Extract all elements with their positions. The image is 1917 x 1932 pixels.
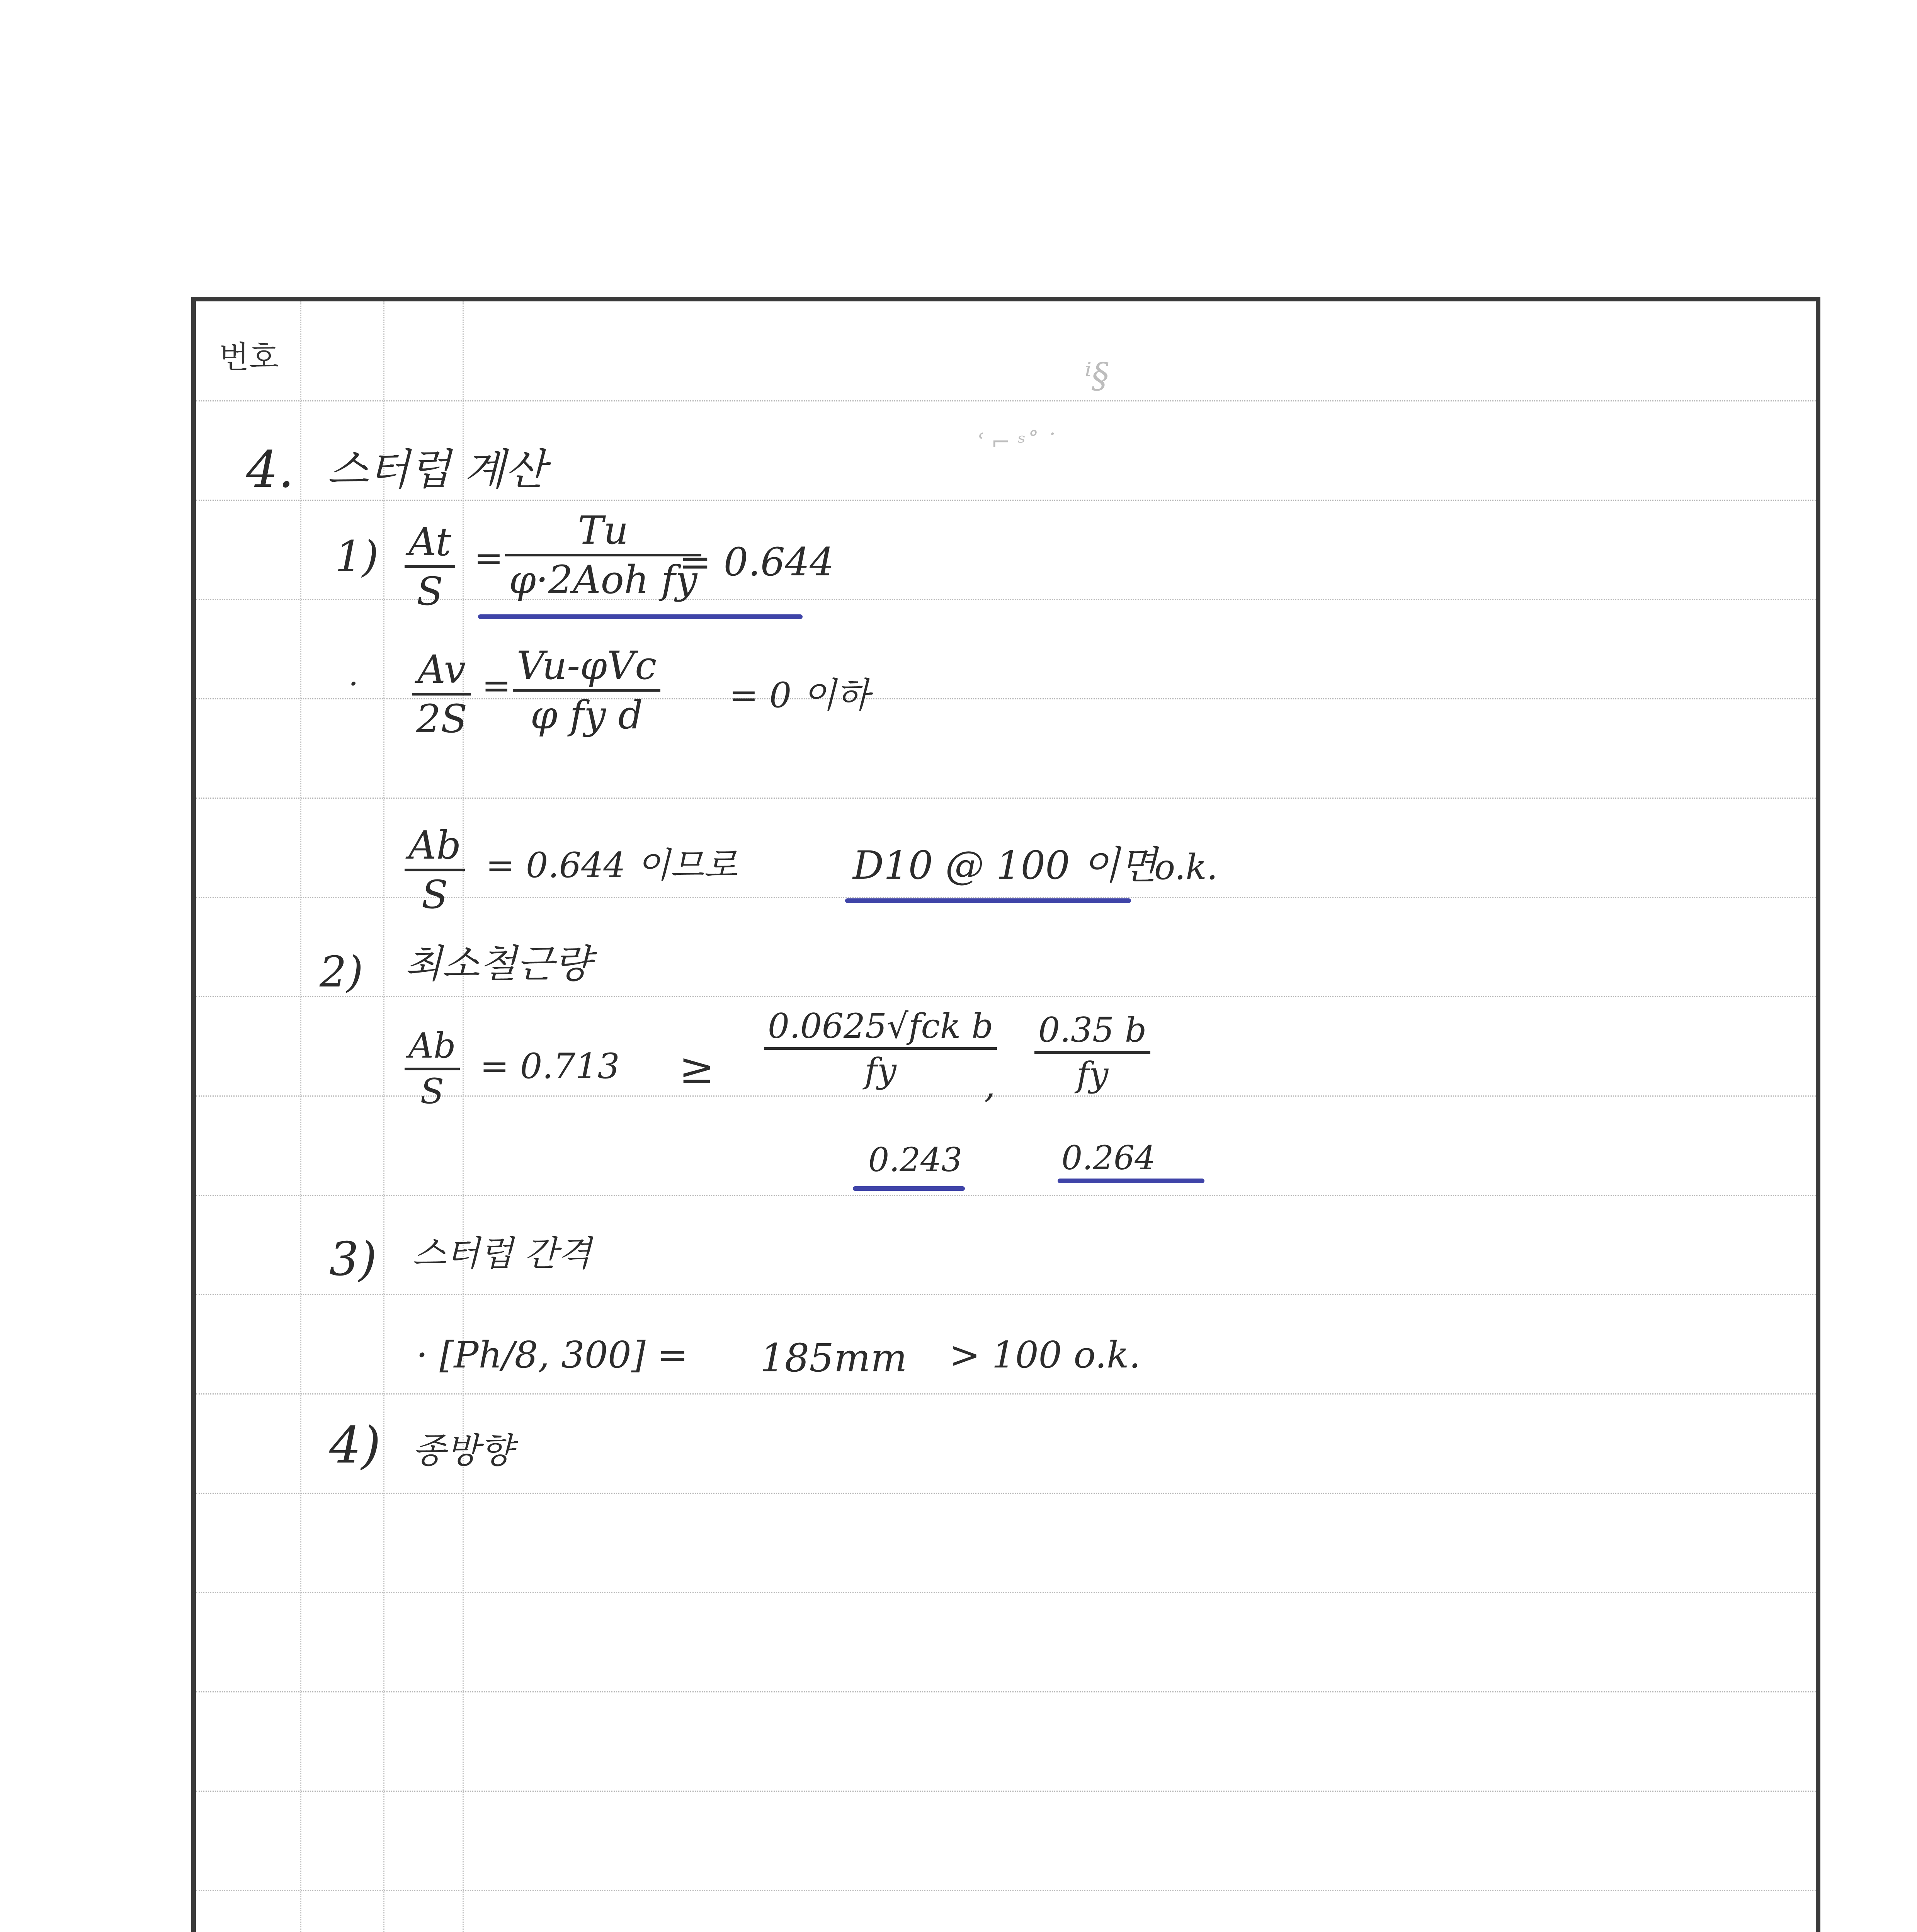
ruled-line <box>196 1691 1816 1692</box>
step2-fraction-1 <box>764 1006 997 1091</box>
ruled-line <box>196 1195 1816 1196</box>
step2-lhs-value: = 0.713 <box>480 1046 620 1087</box>
underline-highlight <box>853 1186 965 1191</box>
equals-sign: = <box>474 538 503 578</box>
faint-mark: ʿ ⌐ ˢ˚ ˙ <box>976 429 1056 456</box>
fraction-bar <box>412 693 471 696</box>
step1-eq1-result: = 0.644 <box>679 539 834 585</box>
step2-value-1: 0.243 <box>868 1141 963 1179</box>
margin-line <box>383 301 384 1932</box>
fraction-denominator: S <box>420 1071 444 1112</box>
fraction-denominator: 2S <box>416 696 468 742</box>
step2-marker: 2) <box>320 947 363 997</box>
step1-eq1-lhs <box>405 519 455 614</box>
equals-sign: = <box>482 665 511 706</box>
ruled-line <box>196 1791 1816 1792</box>
step1-eq2-lhs <box>412 647 471 742</box>
bullet-dot: · <box>349 666 359 702</box>
fraction-numerator: Ab <box>408 823 461 868</box>
number-label: 번호 <box>219 339 279 375</box>
underline-highlight <box>1058 1179 1204 1183</box>
fraction-numerator: At <box>408 519 451 565</box>
ruled-line <box>196 798 1816 799</box>
ruled-line <box>196 500 1816 501</box>
step4-title: 종방향 <box>412 1430 513 1471</box>
question-number: 4. <box>246 440 294 499</box>
margin-line <box>300 301 301 1932</box>
fraction-bar <box>405 1068 460 1070</box>
step3-compare: > 100 o.k. <box>949 1334 1141 1376</box>
step3-marker: 3) <box>329 1233 377 1286</box>
underline-highlight <box>478 614 803 619</box>
fraction-bar <box>405 869 465 871</box>
fraction-bar <box>505 554 701 556</box>
fraction-denominator: S <box>421 872 448 917</box>
fraction-bar <box>513 689 660 692</box>
geq-sign: ≥ <box>679 1044 715 1093</box>
step3-title: 스터럽 간격 <box>412 1233 592 1274</box>
fraction-bar <box>764 1047 997 1050</box>
fraction-numerator: 0.35 b <box>1038 1010 1147 1050</box>
step2-lhs <box>405 1028 460 1110</box>
fraction-bar <box>1034 1051 1150 1054</box>
ruled-line <box>196 1294 1816 1295</box>
step2-fraction-2 <box>1034 1012 1150 1093</box>
step1-marker: 1) <box>335 532 379 581</box>
fraction-denominator: S <box>417 569 443 614</box>
fraction-numerator: Av <box>417 647 466 692</box>
answer-sheet <box>191 297 1820 1932</box>
question-title: 스터럽 계산 <box>327 445 546 494</box>
fraction-denominator: fy <box>1076 1054 1109 1095</box>
comma: , <box>984 1065 995 1106</box>
step1-eq3-choice: D10 @ 100 이면 <box>853 843 1157 888</box>
fraction-numerator: Vu-φVc <box>517 643 657 688</box>
step1-eq1-rhs <box>505 510 701 600</box>
margin-line <box>463 301 464 1932</box>
step1-eq2-rhs <box>513 643 660 738</box>
fraction-bar <box>405 565 455 568</box>
step2-title: 최소철근량 <box>405 941 591 986</box>
fraction-numerator: Tu <box>578 508 629 553</box>
fraction-denominator: fy <box>864 1051 896 1091</box>
step1-ok: o.k. <box>1154 847 1218 888</box>
ruled-line <box>196 1393 1816 1395</box>
step1-eq3-result: = 0.644 이므로 <box>486 845 738 886</box>
faint-mark: ⁱ§ <box>1085 355 1109 396</box>
ruled-line <box>196 1592 1816 1593</box>
fraction-numerator: 0.0625√fck b <box>768 1006 993 1046</box>
step2-value-2: 0.264 <box>1061 1139 1156 1177</box>
step1-eq2-result: = 0 이하 <box>729 675 870 716</box>
step1-eq3-lhs <box>405 825 465 915</box>
step3-value: 185mm <box>760 1335 907 1381</box>
fraction-denominator: φ fy d <box>530 692 643 738</box>
ruled-line <box>196 400 1816 401</box>
ruled-line <box>196 996 1816 997</box>
fraction-numerator: Ab <box>408 1026 456 1066</box>
ruled-line <box>196 1890 1816 1891</box>
step4-marker: 4) <box>329 1416 381 1475</box>
fraction-denominator: φ·2Aoh fy <box>509 557 697 602</box>
step3-expression: · [Ph/8, 300] = <box>416 1334 688 1376</box>
ruled-line <box>196 1493 1816 1494</box>
underline-highlight <box>845 898 1131 903</box>
